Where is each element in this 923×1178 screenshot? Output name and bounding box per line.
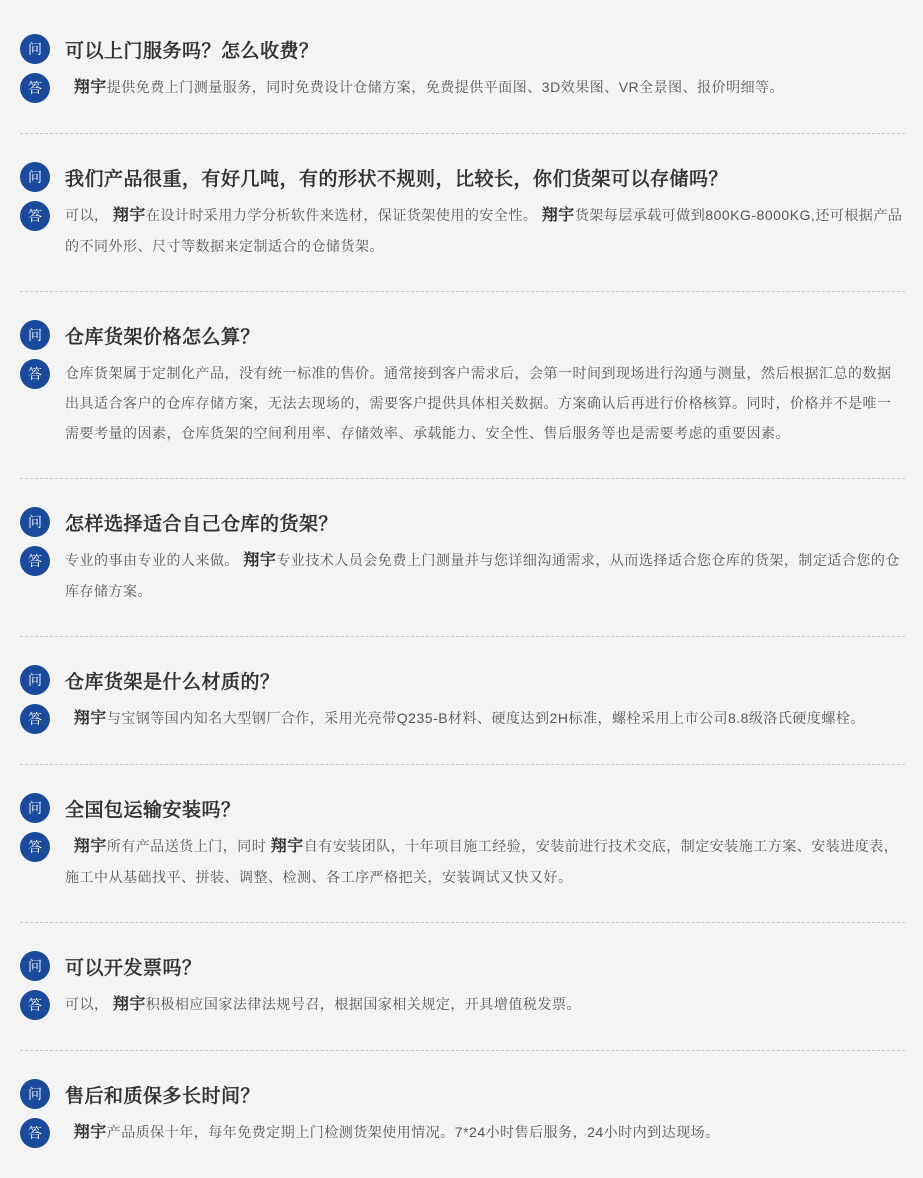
answer-segment xyxy=(65,838,74,854)
question-badge-icon: 问 xyxy=(20,507,50,537)
answer-text xyxy=(65,200,905,261)
answer-badge-icon: 答 xyxy=(20,73,50,103)
faq-item xyxy=(20,765,905,923)
answer-text xyxy=(65,831,905,892)
answer-badge-icon: 答 xyxy=(20,359,50,389)
question-title: 售后和质保多长时间？ xyxy=(65,1085,261,1107)
question-badge-icon: 问 xyxy=(20,162,50,192)
answer-segment: 自有安装团队，十年项目施工经验，安装前进行技术交底，制定安装施工方案、安装进度表，施工中从基础找平、拼装、调整、检测、各工序严格把关，安装调试又快又好。 xyxy=(65,838,899,885)
answer-text xyxy=(65,703,865,734)
brand-name: 翔宇 xyxy=(541,207,575,224)
brand-name: 翔宇 xyxy=(243,552,277,569)
answer-row xyxy=(20,989,905,1020)
question-row xyxy=(20,1079,905,1109)
question-title: 可以上门服务吗？怎么收费？ xyxy=(65,40,319,62)
question-title: 我们产品很重，有好几吨，有的形状不规则，比较长，你们货架可以存储吗？ xyxy=(65,168,729,190)
faq-item xyxy=(20,6,905,134)
faq-item xyxy=(20,637,905,765)
question-row xyxy=(20,34,905,64)
question-title: 仓库货架是什么材质的？ xyxy=(65,671,280,693)
question-title: 全国包运输安装吗？ xyxy=(65,799,241,821)
question-row xyxy=(20,665,905,695)
answer-text xyxy=(65,545,905,606)
question-badge-icon: 问 xyxy=(20,320,50,350)
answer-segment xyxy=(65,710,74,726)
faq-item xyxy=(20,479,905,637)
brand-name: 翔宇 xyxy=(73,79,107,96)
question-row xyxy=(20,793,905,823)
answer-segment: 可以， xyxy=(65,207,113,223)
brand-name: 翔宇 xyxy=(112,207,146,224)
answer-row xyxy=(20,200,905,261)
answer-segment: 与宝钢等国内知名大型钢厂合作，采用光亮带Q235-B材料、硬度达到2H标准，螺栓采用上市公司8.8级洛氏硬度螺栓。 xyxy=(106,710,865,726)
question-badge-icon: 问 xyxy=(20,951,50,981)
question-row xyxy=(20,507,905,537)
answer-row xyxy=(20,72,905,103)
question-row xyxy=(20,320,905,350)
answer-segment: 仓库货架属于定制化产品，没有统一标准的售价。通常接到客户需求后，会第一时间到现场进行沟通与测量，然后根据汇总的数据出具适合客户的仓库存储方案，无法去现场的，需要客户提供具体相关数据。方案确认后再进行价格核算。同时，价格并不是唯一需要考量的因素，仓库货架的空间利用率、存储效率、承载能力、安全性、售后服务等也是需要考虑的重要因素。 xyxy=(65,365,892,441)
answer-badge-icon: 答 xyxy=(20,990,50,1020)
brand-name: 翔宇 xyxy=(270,838,304,855)
answer-text xyxy=(65,72,784,103)
answer-row xyxy=(20,358,905,448)
answer-segment: 所有产品送货上门，同时 xyxy=(106,838,271,854)
answer-segment xyxy=(65,79,74,95)
answer-row xyxy=(20,1117,905,1148)
answer-segment: 货架每层承载可做到800KG-8000KG,还可根据产品的不同外形、尺寸等数据来定制适合的仓储货架。 xyxy=(65,207,903,254)
answer-segment: 专业技术人员会免费上门测量并与您详细沟通需求，从而选择适合您仓库的货架，制定适合您的仓库存储方案。 xyxy=(65,552,900,599)
answer-badge-icon: 答 xyxy=(20,201,50,231)
answer-segment: 提供免费上门测量服务，同时免费设计仓储方案，免费提供平面图、3D效果图、VR全景图、报价明细等。 xyxy=(106,79,785,95)
question-badge-icon: 问 xyxy=(20,1079,50,1109)
brand-name: 翔宇 xyxy=(73,838,107,855)
faq-list xyxy=(20,6,905,1178)
answer-row xyxy=(20,703,905,734)
question-title: 怎样选择适合自己仓库的货架？ xyxy=(65,513,339,535)
answer-segment: 产品质保十年，每年免费定期上门检测货架使用情况。7*24小时售后服务，24小时内到达现场。 xyxy=(106,1124,720,1140)
question-badge-icon: 问 xyxy=(20,793,50,823)
answer-text xyxy=(65,989,581,1020)
answer-text xyxy=(65,358,905,448)
answer-text xyxy=(65,1117,720,1148)
answer-row xyxy=(20,831,905,892)
question-title: 仓库货架价格怎么算？ xyxy=(65,326,261,348)
faq-item xyxy=(20,1051,905,1178)
brand-name: 翔宇 xyxy=(112,996,146,1013)
faq-item xyxy=(20,292,905,479)
faq-item xyxy=(20,134,905,292)
question-badge-icon: 问 xyxy=(20,665,50,695)
answer-badge-icon: 答 xyxy=(20,546,50,576)
answer-segment: 可以， xyxy=(65,996,113,1012)
answer-badge-icon: 答 xyxy=(20,832,50,862)
answer-segment: 积极相应国家法律法规号召，根据国家相关规定，开具增值税发票。 xyxy=(145,996,581,1012)
answer-badge-icon: 答 xyxy=(20,704,50,734)
answer-segment: 在设计时采用力学分析软件来选材，保证货架使用的安全性。 xyxy=(145,207,542,223)
faq-item xyxy=(20,923,905,1051)
question-badge-icon: 问 xyxy=(20,34,50,64)
question-row xyxy=(20,951,905,981)
answer-segment xyxy=(65,1124,74,1140)
answer-segment: 专业的事由专业的人来做。 xyxy=(65,552,244,568)
question-title: 可以开发票吗？ xyxy=(65,957,202,979)
answer-badge-icon: 答 xyxy=(20,1118,50,1148)
question-row xyxy=(20,162,905,192)
brand-name: 翔宇 xyxy=(73,1124,107,1141)
answer-row xyxy=(20,545,905,606)
brand-name: 翔宇 xyxy=(73,710,107,727)
